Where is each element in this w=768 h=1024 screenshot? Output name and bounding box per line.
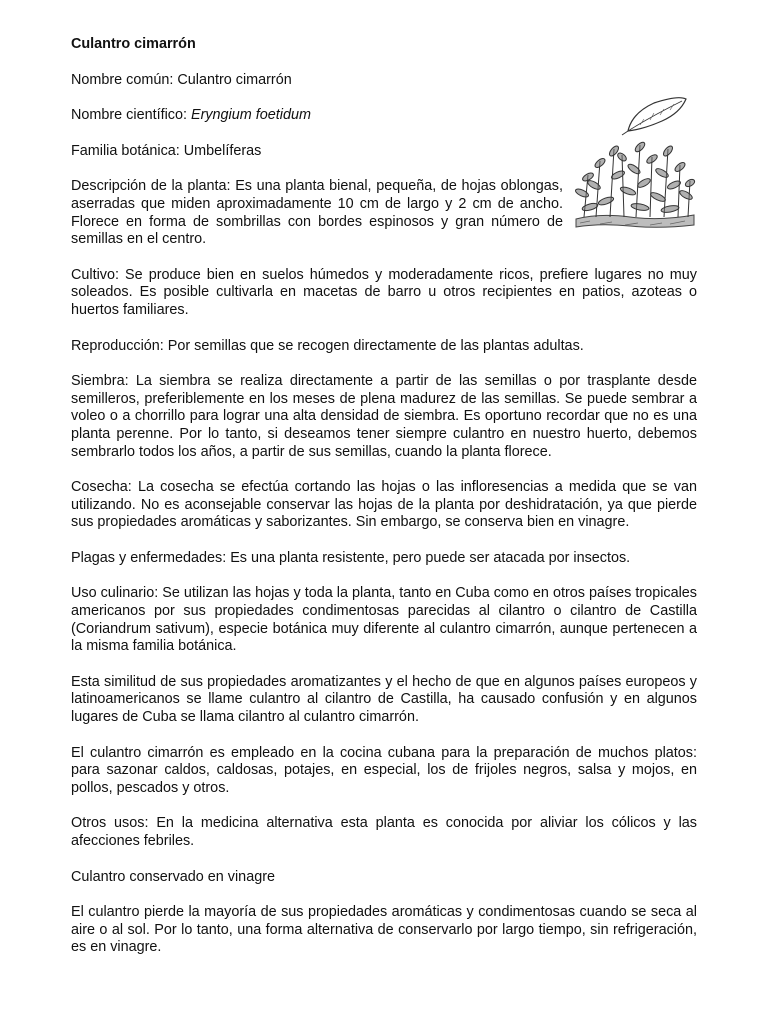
pests-paragraph: Plagas y enfermedades: Es una planta resistente, pero puede ser atacada por insectos. [71,549,631,566]
reproduction-paragraph: Reproducción: Por semillas que se recogen directamente de las plantas adultas. [71,337,584,354]
document-title: Culantro cimarrón [71,36,196,52]
vinegar-paragraph: El culantro pierde la mayoría de sus propiedades aromáticas y condimentosas cuando se seca al aire o al sol. Por lo tanto, una forma alternativa de conservarlo por largo tiempo, sin refrigeración, es en vinagre. [71,904,697,956]
plant-sketch-icon [570,85,698,235]
botanical-family: Familia botánica: Umbelíferas [71,142,262,159]
scientific-name-label: Nombre científico: [71,107,191,124]
cultivation-paragraph: Cultivo: Se produce bien en suelos húmedos y moderadamente ricos, prefiere lugares no muy soleados. Es posible cultivarla en macetas de barro u otros recipientes en patios, azoteas o huertos familiares. [71,266,697,318]
other-uses-paragraph: Otros usos: En la medicina alternativa esta planta es conocida por aliviar los cólicos y las afecciones febriles. [71,815,697,849]
sowing-paragraph: Siembra: La siembra se realiza directamente a partir de las semillas o por trasplante desde semilleros, preferiblemente en los meses de plena madurez de las semillas. Se puede sembrar a voleo o a chorrillo para lograr una alta densidad de siembra. Es oportuno recordar que no es una planta perenne. Por lo tanto, si deseamos tener siempre culantro en nuestro huerto, debemos sembrarlo todos los años, a partir de sus semillas, cuando la planta florece. [71,373,697,460]
similarity-paragraph: Esta similitud de sus propiedades aromatizantes y el hecho de que en algunos países europeos y latinoamericanos se llame culantro al cilantro de Castilla, ha causado confusión y en algunos lugares de Cuba se llama cilantro al culantro cimarrón. [71,673,697,726]
scientific-name-value: Eryngium foetidum [190,107,311,124]
cuisine-paragraph: El culantro cimarrón es empleado en la cocina cubana para la preparación de muchos platos: para sazonar caldos, caldosas, potajes, en especial, los de frijoles negros, salsa y mojos, en pollos, pescados y otros. [71,744,697,796]
vinegar-section-title: Culantro conservado en vinagre [71,868,275,885]
culinary-use-paragraph: Uso culinario: Se utilizan las hojas y toda la planta, tanto en Cuba como en otros países tropicales americanos por sus propiedades condimentosas parecidas al cilantro o cilantro de Castilla (Coriandrum sativum), especie botánica muy diferente al culantro cimarrón, aunque pertenecen a la misma familia botánica. [71,585,697,655]
harvest-paragraph: Cosecha: La cosecha se efectúa cortando las hojas o las infloresencias a medida que se van utilizando. No es aconsejable conservar las hojas de la planta por deshidratación, ya que pierde sus propiedades aromáticas y saborizantes. Sin embargo, se conserva bien en vinagre. [71,479,697,531]
common-name: Nombre común: Culantro cimarrón [71,71,292,88]
plant-description: Descripción de la planta: Es una planta bienal, pequeña, de hojas oblongas, aserradas que miden aproximadamente 10 cm de largo y 2 cm de ancho. Florece en forma de sombrillas con bordes espinosos y gran número de semillas en el centro. [71,178,563,248]
